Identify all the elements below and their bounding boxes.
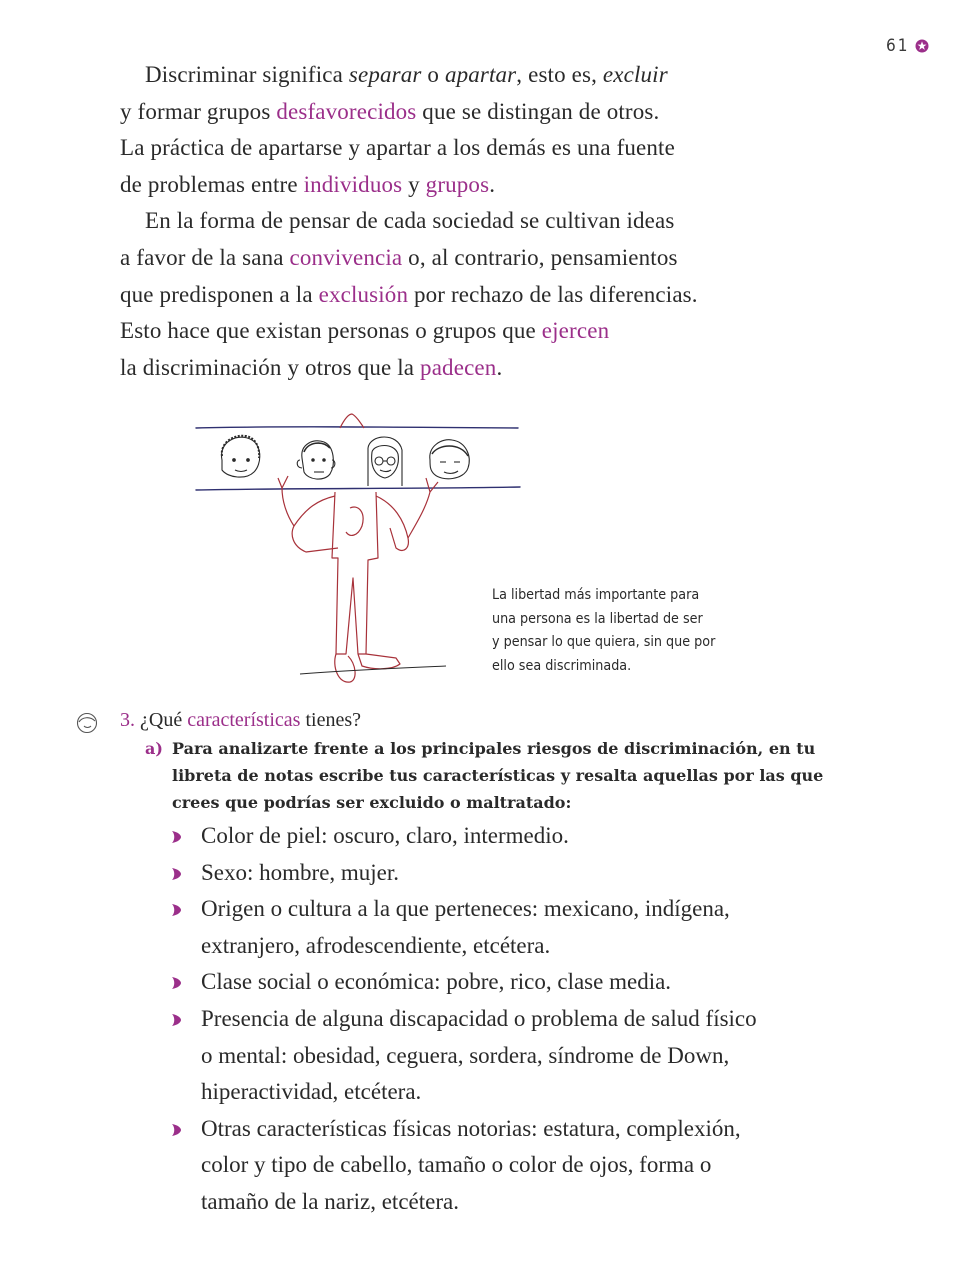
text-run: y formar grupos <box>120 98 277 124</box>
list-item <box>170 855 830 892</box>
intro-text <box>120 57 820 386</box>
text-run: por rechazo de las diferencias. <box>408 281 698 307</box>
sub-question-text <box>172 735 825 816</box>
list-item <box>170 964 830 1001</box>
caption-line: La libertad más importante para <box>492 587 700 603</box>
characteristics-list <box>170 818 830 1221</box>
faces-group <box>221 436 469 486</box>
text-run: que se distingan de otros. <box>416 98 660 124</box>
question-keyword: características <box>187 709 301 731</box>
page-number-text: 61 <box>886 36 910 56</box>
question-prefix: ¿Qué <box>140 709 188 731</box>
notebook-activity-icon <box>76 712 98 734</box>
list-item-text: o mental: obesidad, ceguera, sordera, síndrome de Down, <box>201 1042 730 1068</box>
caption-line: ello sea discriminada. <box>492 657 632 674</box>
highlighted-term: grupos <box>425 171 490 197</box>
text-run: o <box>421 62 445 87</box>
list-item <box>170 1111 830 1221</box>
text-run: , esto es, <box>516 62 603 87</box>
question-number: 3. <box>120 709 135 731</box>
text-run: . <box>489 171 496 197</box>
face-1 <box>221 436 259 477</box>
sub-question-line: libreta de notas escribe tus características y resalta aquellas por las que <box>172 766 824 785</box>
question-suffix: tienes? <box>300 709 361 731</box>
list-item-text: Presencia de alguna discapacidad o problema de salud físico <box>201 1005 757 1031</box>
emphasized-term: excluir <box>602 62 668 87</box>
standing-figure <box>278 476 446 682</box>
question-3-title <box>120 709 361 732</box>
intro-line <box>120 203 820 240</box>
star-badge-icon <box>915 39 929 53</box>
bullet-icon <box>172 1124 181 1136</box>
list-item <box>170 1001 830 1111</box>
intro-line <box>120 167 820 204</box>
intro-line <box>120 57 820 94</box>
sub-question-line: crees que podrías ser excluido o maltratado: <box>172 793 572 812</box>
lower-line <box>196 487 520 490</box>
list-item-text: Otras características físicas notorias: estatura, complexión, <box>201 1115 741 1141</box>
list-item-text: extranjero, afrodescendiente, etcétera. <box>201 932 551 958</box>
highlighted-term: individuos <box>303 171 403 197</box>
bullet-icon <box>172 868 181 880</box>
intro-line <box>120 350 820 387</box>
highlighted-term: convivencia <box>289 244 403 270</box>
face-4 <box>430 440 469 479</box>
list-item-text: color y tipo de cabello, tamaño o color de ojos, forma o <box>201 1152 712 1178</box>
list-item-text: tamaño de la nariz, etcétera. <box>201 1188 459 1214</box>
list-item <box>170 818 830 855</box>
upper-line <box>196 427 518 428</box>
text-run: que predisponen a la <box>120 281 319 307</box>
caption-line: y pensar lo que quiera, sin que por <box>492 634 716 650</box>
text-run: Discriminar significa <box>145 62 349 87</box>
bullet-icon <box>172 1014 181 1026</box>
illustration-caption <box>492 584 752 678</box>
sub-question-line: Para analizarte frente a los principales riesgos de discriminación, en tu <box>172 739 816 758</box>
face-3 <box>368 437 402 486</box>
highlighted-term: ejercen <box>541 318 610 344</box>
intro-line <box>120 277 820 314</box>
text-run: y <box>402 171 426 197</box>
list-item-text: Color de piel: oscuro, claro, intermedio. <box>201 823 569 848</box>
bullet-icon <box>172 831 181 843</box>
text-run: a favor de la sana <box>120 244 290 270</box>
list-item <box>170 891 830 964</box>
highlighted-term: exclusión <box>318 281 409 307</box>
intro-paragraph-2 <box>120 203 820 386</box>
text-run: la discriminación y otros que la <box>120 354 421 380</box>
list-item-text: Origen o cultura a la que perteneces: mexicano, indígena, <box>201 896 730 922</box>
text-run: o, al contrario, pensamientos <box>402 244 678 270</box>
sub-question-a <box>145 735 825 816</box>
page-number <box>886 36 929 56</box>
text-run: . <box>496 354 503 380</box>
emphasized-term: separar <box>348 62 422 87</box>
text-run: La práctica de apartarse y apartar a los demás es una fuente <box>120 135 675 161</box>
intro-line <box>120 130 820 167</box>
face-2 <box>297 441 335 479</box>
list-item-text: Clase social o económica: pobre, rico, clase media. <box>201 969 672 995</box>
caption-line: una persona es la libertad de ser <box>492 610 703 627</box>
emphasized-term: apartar <box>444 62 517 87</box>
text-run: de problemas entre <box>120 171 304 197</box>
intro-line <box>120 240 820 277</box>
highlighted-term: desfavorecidos <box>276 98 417 124</box>
bullet-icon <box>172 904 181 916</box>
intro-line <box>120 94 820 131</box>
intro-line <box>120 313 820 350</box>
sub-question-letter: a) <box>145 739 163 758</box>
list-item-text: hiperactividad, etcétera. <box>201 1079 422 1105</box>
text-run: Esto hace que existan personas o grupos que <box>120 318 542 344</box>
highlighted-term: padecen <box>420 354 497 380</box>
bullet-icon <box>172 977 181 989</box>
list-item-text: Sexo: hombre, mujer. <box>201 859 400 885</box>
intro-paragraph-1 <box>120 57 820 203</box>
discrimination-illustration <box>190 408 530 693</box>
text-run: En la forma de pensar de cada sociedad se cultivan ideas <box>145 208 675 234</box>
hat-tip <box>340 414 364 428</box>
